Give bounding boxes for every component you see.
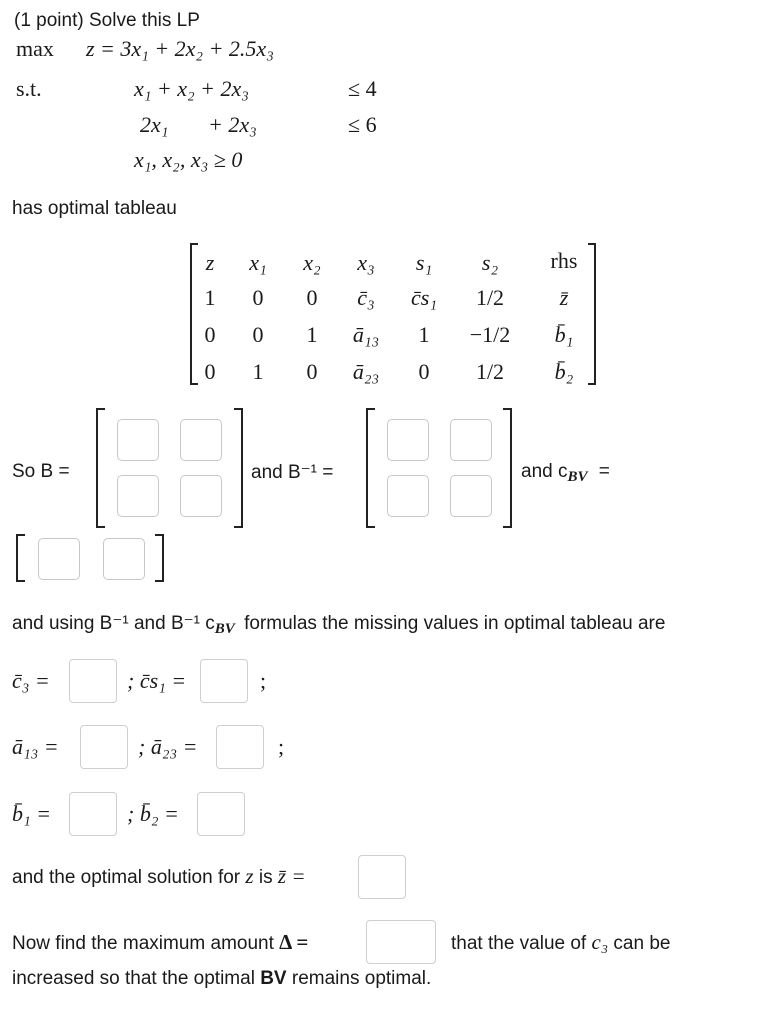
binv-right-bracket — [503, 408, 512, 528]
cbv-input-1[interactable] — [38, 538, 80, 580]
a23-label: ; ā₂₃ = — [138, 734, 198, 759]
cbv-eq: = — [598, 461, 610, 482]
binv-input-21[interactable] — [387, 475, 429, 517]
tableau-right-bracket — [588, 243, 596, 385]
delta-text-a — [12, 930, 308, 955]
delta-symbol: Δ = — [279, 930, 309, 954]
tableau-cell: b̄₁ — [554, 322, 574, 347]
zbar-input[interactable] — [358, 855, 406, 899]
problem-header: (1 point) Solve this LP — [14, 10, 200, 31]
binv-input-12[interactable] — [450, 419, 492, 461]
semicolon: ; — [278, 734, 285, 759]
formulas-line-tail: formulas the missing values in optimal tableau are — [244, 613, 666, 634]
tableau-header: x₁ — [249, 250, 267, 275]
b1-label: b̄₁ = — [12, 801, 51, 826]
b2-input[interactable] — [197, 792, 245, 836]
b2-label: ; b̄₂ = — [127, 801, 179, 826]
tableau-cell: 0 — [204, 359, 216, 384]
formulas-line — [12, 612, 665, 638]
b-matrix-input-22[interactable] — [180, 475, 222, 517]
cbv-input-2[interactable] — [103, 538, 145, 580]
tableau-cell: ā₁₃ — [352, 322, 380, 347]
cs1-label: ; c̄s₁ = — [127, 668, 187, 693]
solution-is: is — [258, 867, 273, 888]
delta-input[interactable] — [366, 920, 436, 964]
binv-input-11[interactable] — [387, 419, 429, 461]
tableau-cell: 1/2 — [475, 359, 505, 384]
tableau-cell: 0 — [252, 322, 264, 347]
tableau-header: s₁ — [415, 250, 433, 275]
tableau-header: s₂ — [481, 250, 499, 275]
delta-bv: BV — [260, 968, 287, 989]
formulas-line-text: and using B⁻¹ and B⁻¹ c — [12, 613, 215, 634]
solution-z: z — [245, 864, 254, 888]
objective-label: max — [16, 36, 54, 61]
delta-text-a-label: Now find the maximum amount — [12, 933, 274, 954]
semicolon: ; — [260, 668, 267, 693]
constraint-1-lhs: x₁ + x₂ + 2x₃ — [134, 76, 249, 101]
delta-line2-a: increased so that the optimal — [12, 968, 255, 989]
objective-function: z = 3x₁ + 2x₂ + 2.5x₃ — [86, 36, 274, 61]
tableau-cell: 1/2 — [475, 285, 505, 310]
formulas-cbv-sub: BV — [214, 621, 235, 637]
tableau-cell: c̄s₁ — [411, 285, 437, 310]
delta-text-c: can be — [613, 933, 671, 954]
cbv-label-text: and c — [521, 461, 568, 482]
tableau-cell: 0 — [204, 322, 216, 347]
delta-c3: c₃ — [591, 930, 609, 954]
b-matrix-right-bracket — [234, 408, 243, 528]
binv-matrix-label: and B⁻¹ = — [251, 462, 334, 483]
st-label: s.t. — [16, 76, 42, 101]
tableau-cell: 0 — [252, 285, 264, 310]
delta-line2-b: remains optimal. — [291, 968, 432, 989]
nonnegativity: x₁, x₂, x₃ ≥ 0 — [134, 147, 243, 172]
solution-text — [12, 864, 306, 889]
binv-left-bracket — [366, 408, 375, 528]
tableau-cell: 0 — [306, 359, 318, 384]
cbv-right-bracket — [155, 534, 164, 582]
tableau-cell: 1 — [252, 359, 264, 384]
constraint-2-lhs-b: + 2x₃ — [208, 112, 257, 137]
tableau-cell: 1 — [204, 285, 216, 310]
cbv-label — [521, 461, 610, 486]
tableau-cell: 0 — [306, 285, 318, 310]
tableau-cell: z̄ — [559, 285, 569, 310]
tableau-cell: ā₂₃ — [352, 359, 380, 384]
constraint-1-rhs: ≤ 4 — [348, 76, 377, 101]
c3-input[interactable] — [69, 659, 117, 703]
a23-input[interactable] — [216, 725, 264, 769]
tableau-header: rhs — [550, 248, 578, 273]
delta-text-b-label: that the value of — [451, 933, 587, 954]
constraint-2-lhs-a: 2x₁ — [140, 112, 169, 137]
a13-input[interactable] — [80, 725, 128, 769]
solution-zbar: z̄ = — [277, 864, 306, 888]
b-matrix-input-11[interactable] — [117, 419, 159, 461]
a13-label: ā₁₃ = — [12, 734, 59, 759]
c3-label: c̄₃ = — [12, 668, 50, 693]
constraint-2-rhs: ≤ 6 — [348, 112, 377, 137]
tableau-cell: 0 — [418, 359, 430, 384]
delta-text-b — [451, 930, 670, 955]
b1-input[interactable] — [69, 792, 117, 836]
tableau-header: x₃ — [357, 250, 375, 275]
cbv-left-bracket — [16, 534, 25, 582]
solution-text-a: and the optimal solution for — [12, 867, 241, 888]
cs1-input[interactable] — [200, 659, 248, 703]
binv-input-22[interactable] — [450, 475, 492, 517]
tableau-header: z — [205, 250, 215, 275]
b-matrix-left-bracket — [96, 408, 105, 528]
tableau-cell: 1 — [418, 322, 430, 347]
b-matrix-input-21[interactable] — [117, 475, 159, 517]
tableau-cell: c̄₃ — [357, 285, 375, 310]
tableau-cell: −1/2 — [469, 322, 511, 347]
delta-line-2 — [12, 968, 431, 990]
b-matrix-label: So B = — [12, 461, 70, 482]
b-matrix-input-12[interactable] — [180, 419, 222, 461]
cbv-sub: BV — [567, 469, 588, 485]
tableau-header: x₂ — [303, 250, 321, 275]
tableau-cell: 1 — [306, 322, 318, 347]
tableau-intro: has optimal tableau — [12, 198, 177, 219]
tableau-cell: b̄₂ — [554, 359, 574, 384]
